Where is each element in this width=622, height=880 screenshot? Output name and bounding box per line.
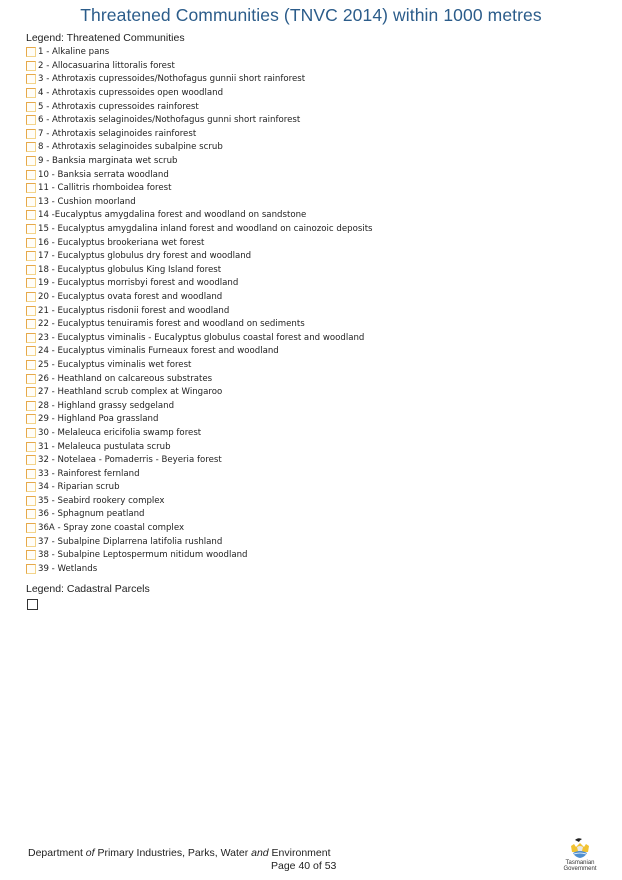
legend-item-label: 25 - Eucalyptus viminalis wet forest (38, 359, 192, 370)
legend-item (26, 535, 373, 549)
legend-swatch-icon (26, 509, 36, 519)
footer-dept-text-1: Department (28, 847, 86, 859)
legend-item (26, 277, 373, 291)
legend-item-label: 1 - Alkaline pans (38, 47, 110, 58)
legend-swatch-icon (26, 61, 36, 71)
legend-item-label: 29 - Highland Poa grassland (38, 414, 159, 425)
legend-item-label: 20 - Eucalyptus ovata forest and woodland (38, 291, 223, 302)
legend-item-label: 23 - Eucalyptus viminalis - Eucalyptus globulus coastal forest and woodland (38, 332, 365, 343)
legend-heading-cadastral-parcels: Legend: Cadastral Parcels (26, 583, 150, 595)
legend-swatch-icon (26, 142, 36, 152)
legend-swatch-icon (26, 469, 36, 479)
legend-item-label: 18 - Eucalyptus globulus King Island forest (38, 264, 222, 275)
legend-item (26, 440, 373, 454)
legend-swatch-icon (26, 238, 36, 248)
legend-item (26, 413, 373, 427)
legend-item-label: 35 - Seabird rookery complex (38, 495, 165, 506)
legend-item-label: 3 - Athrotaxis cupressoides/Nothofagus gunnii short rainforest (38, 74, 306, 85)
legend-item (26, 548, 373, 562)
legend-item-label: 2 - Allocasuarina littoralis forest (38, 60, 175, 71)
legend-item-label: 6 - Athrotaxis selaginoides/Nothofagus gunni short rainforest (38, 115, 301, 126)
legend-swatch-icon (26, 523, 36, 533)
legend-item-label: 33 - Rainforest fernland (38, 468, 140, 479)
legend-swatch-icon (26, 170, 36, 180)
legend-item-label: 38 - Subalpine Leptospermum nitidum woodland (38, 550, 248, 561)
footer-dept-text-3: Environment (268, 847, 331, 859)
legend-swatch-icon (26, 292, 36, 302)
legend-swatch-icon (26, 197, 36, 207)
legend-item (26, 73, 373, 87)
legend-item (26, 86, 373, 100)
legend-swatch-icon (26, 156, 36, 166)
legend-item-label: 34 - Riparian scrub (38, 482, 120, 493)
legend-item (26, 195, 373, 209)
legend-swatch-icon (26, 537, 36, 547)
logo-text-line2: Government (563, 866, 597, 872)
legend-swatch-icon (26, 360, 36, 370)
legend-item-label: 5 - Athrotaxis cupressoides rainforest (38, 101, 199, 112)
legend-item (26, 521, 373, 535)
legend-item-label: 8 - Athrotaxis selaginoides subalpine scrub (38, 142, 223, 153)
legend-swatch-icon (26, 224, 36, 234)
legend-swatch-icon (26, 496, 36, 506)
legend-item-label: 16 - Eucalyptus brookeriana wet forest (38, 237, 205, 248)
legend-item-label: 26 - Heathland on calcareous substrates (38, 373, 213, 384)
legend-item-label: 36 - Sphagnum peatland (38, 509, 145, 520)
legend-swatch-icon (26, 102, 36, 112)
legend-item (26, 317, 373, 331)
legend-swatch-icon (26, 401, 36, 411)
legend-item-label: 31 - Melaleuca pustulata scrub (38, 441, 171, 452)
legend-swatch-icon (26, 550, 36, 560)
legend-swatch-icon (26, 455, 36, 465)
footer-dept-and: and (251, 847, 269, 859)
legend-swatch-icon (26, 319, 36, 329)
legend-heading-threatened-communities: Legend: Threatened Communities (26, 32, 185, 44)
legend-item-label: 39 - Wetlands (38, 563, 98, 574)
legend-item (26, 263, 373, 277)
legend-item (26, 331, 373, 345)
legend-item (26, 249, 373, 263)
legend-item (26, 168, 373, 182)
tasmanian-government-logo (559, 836, 601, 876)
legend-item-label: 19 - Eucalyptus morrisbyi forest and woodland (38, 278, 239, 289)
legend-swatch-icon (26, 442, 36, 452)
legend-item-label: 36A - Spray zone coastal complex (38, 523, 185, 534)
legend-item-label: 17 - Eucalyptus globulus dry forest and woodland (38, 251, 252, 262)
legend-swatch-icon (26, 115, 36, 125)
legend-swatch-icon (26, 346, 36, 356)
legend-item (26, 426, 373, 440)
legend-swatch-icon (26, 482, 36, 492)
legend-item-label: 15 - Eucalyptus amygdalina inland forest and woodland on cainozoic deposits (38, 224, 373, 235)
legend-item (26, 481, 373, 495)
legend-item (26, 508, 373, 522)
legend-item-label: 27 - Heathland scrub complex at Wingaroo (38, 387, 223, 398)
legend-item-label: 32 - Notelaea - Pomaderris - Beyeria forest (38, 455, 222, 466)
tasmanian-devil-crest-icon (567, 836, 593, 860)
footer-dept-of: of (85, 847, 95, 859)
legend-item (26, 236, 373, 250)
legend-item (26, 209, 373, 223)
legend-item-label: 30 - Melaleuca ericifolia swamp forest (38, 427, 202, 438)
legend-item-label: 22 - Eucalyptus tenuiramis forest and woodland on sediments (38, 319, 305, 330)
legend-item-label: 21 - Eucalyptus risdonii forest and woodland (38, 305, 230, 316)
legend-swatch-icon (26, 47, 36, 57)
legend-item (26, 562, 373, 576)
legend-item-label: 28 - Highland grassy sedgeland (38, 400, 175, 411)
legend-item (26, 181, 373, 195)
legend-item (26, 467, 373, 481)
legend-item (26, 59, 373, 73)
legend-item (26, 494, 373, 508)
legend-item (26, 141, 373, 155)
legend-item-label: 10 - Banksia serrata woodland (38, 169, 169, 180)
threatened-communities-legend-list (26, 46, 373, 576)
legend-item (26, 46, 373, 60)
legend-swatch-icon (26, 74, 36, 84)
legend-swatch-icon (26, 129, 36, 139)
legend-item (26, 222, 373, 236)
logo-text-line1: Tasmanian (565, 860, 595, 866)
legend-item-label: 37 - Subalpine Diplarrena latifolia rushland (38, 536, 223, 547)
footer-department (28, 847, 331, 859)
legend-item (26, 304, 373, 318)
legend-item (26, 358, 373, 372)
legend-swatch-icon (26, 278, 36, 288)
legend-swatch-icon (26, 265, 36, 275)
legend-item (26, 113, 373, 127)
legend-swatch-icon (26, 374, 36, 384)
legend-item-label: 9 - Banksia marginata wet scrub (38, 156, 178, 167)
legend-item (26, 154, 373, 168)
legend-item (26, 453, 373, 467)
legend-swatch-icon (26, 183, 36, 193)
legend-item-label: 13 - Cushion moorland (38, 196, 136, 207)
legend-item (26, 290, 373, 304)
legend-item (26, 100, 373, 114)
legend-swatch-icon (26, 251, 36, 261)
legend-item-label: 7 - Athrotaxis selaginoides rainforest (38, 128, 197, 139)
legend-swatch-icon (26, 428, 36, 438)
page-title: Threatened Communities (TNVC 2014) within 1000 metres (80, 5, 542, 25)
legend-swatch-icon (26, 333, 36, 343)
legend-item-label: 14 -Eucalyptus amygdalina forest and woodland on sandstone (38, 210, 307, 221)
footer-dept-text-2: Primary Industries, Parks, Water (94, 847, 252, 859)
legend-swatch-icon (26, 414, 36, 424)
legend-swatch-icon (26, 564, 36, 574)
legend-item-label: 11 - Callitris rhomboidea forest (38, 183, 172, 194)
legend-swatch-icon (26, 306, 36, 316)
legend-swatch-icon (26, 210, 36, 220)
page-number: Page 40 of 53 (271, 860, 337, 872)
legend-item (26, 372, 373, 386)
legend-item (26, 127, 373, 141)
legend-item-label: 24 - Eucalyptus viminalis Furneaux forest and woodland (38, 346, 279, 357)
cadastral-parcels-swatch (27, 599, 38, 610)
legend-item (26, 385, 373, 399)
legend-item (26, 345, 373, 359)
legend-swatch-icon (26, 88, 36, 98)
legend-item-label: 4 - Athrotaxis cupressoides open woodland (38, 88, 224, 99)
legend-swatch-icon (26, 387, 36, 397)
legend-item (26, 399, 373, 413)
